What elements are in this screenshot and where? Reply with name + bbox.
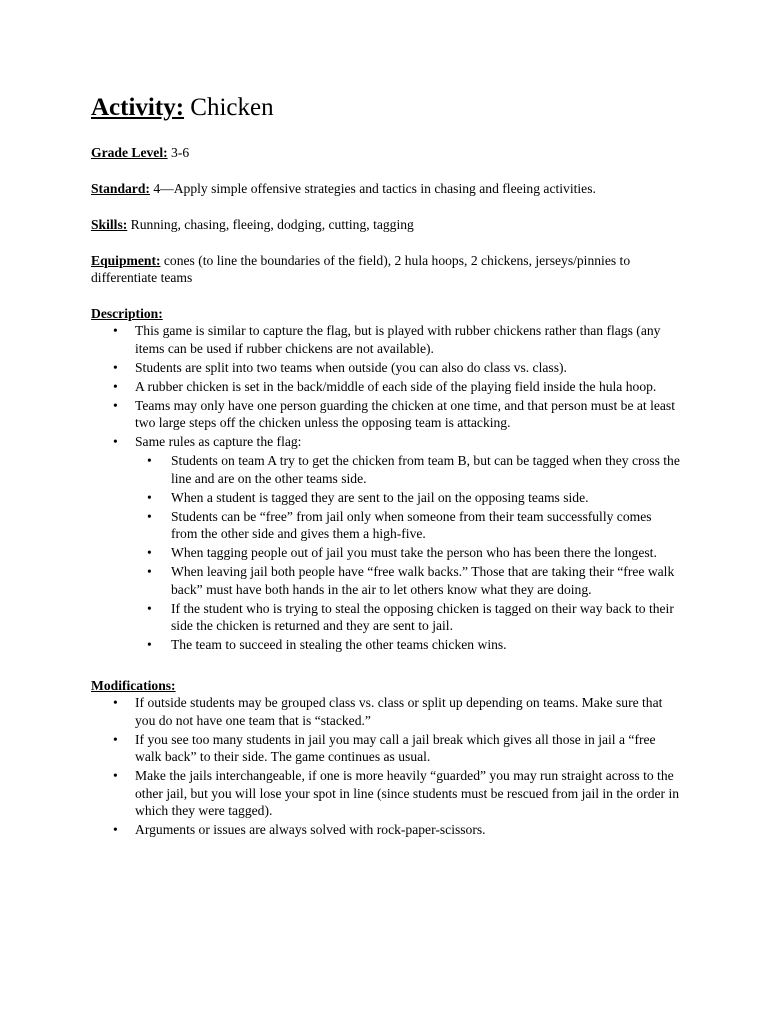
activity-value: Chicken (184, 94, 274, 121)
rule-item: • Students on team A try to get the chicken from team B, but can be tagged when they cross the line and are on the other teams side. (91, 452, 681, 487)
rule-item: • When a student is tagged they are sent to the jail on the opposing teams side. (91, 489, 681, 507)
activity-label: Activity: (91, 94, 185, 121)
equipment-label: Equipment: (91, 253, 161, 268)
description-list (91, 322, 681, 654)
modifications-heading: Modifications: (91, 678, 176, 693)
rule-item: • If the student who is trying to steal the opposing chicken is tagged on their way back to their side the chicken is returned and they are sent to jail. (91, 600, 681, 635)
standard-value: 4—Apply simple offensive strategies and tactics in chasing and fleeing activities. (149, 181, 596, 196)
rule-item: • Students can be “free” from jail only when someone from their team successfully comes from the other side and gives them a high-five. (91, 508, 681, 543)
modification-item: • If outside students may be grouped class vs. class or split up depending on teams. Make sure that you do not have one team that is “stacked.” (91, 694, 681, 729)
rule-item: • The team to succeed in stealing the other teams chicken wins. (91, 636, 681, 654)
equipment (91, 252, 681, 286)
description-item: • Teams may only have one person guarding the chicken at one time, and that person must be at least two large steps off the chicken unless the opposing team is attacking. (91, 397, 681, 432)
description-heading: Description: (91, 306, 163, 321)
skills-value: Running, chasing, fleeing, dodging, cutting, tagging (127, 217, 414, 232)
skills-label: Skills: (91, 217, 128, 232)
modifications-list (91, 694, 681, 839)
description-item-rules (91, 433, 681, 654)
rule-item: • When tagging people out of jail you must take the person who has been there the longest. (91, 544, 681, 562)
description-item: • Students are split into two teams when outside (you can also do class vs. class). (91, 359, 681, 377)
modification-item: • Make the jails interchangeable, if one is more heavily “guarded” you may run straight across to the other jail, but you will lose your spot in line (since students must be rescued from jail in the order in which they were tagged). (91, 767, 681, 820)
description-item-text: Same rules as capture the flag: (135, 434, 302, 449)
rules-sublist (135, 452, 681, 654)
activity-title (91, 92, 681, 124)
grade-level-label: Grade Level: (91, 145, 168, 160)
equipment-value: cones (to line the boundaries of the field), 2 hula hoops, 2 chickens, jerseys/pinnies to differentiate teams (91, 253, 631, 285)
standard (91, 180, 681, 197)
grade-level (91, 144, 681, 161)
section-spacer (91, 655, 681, 677)
modification-item: • If you see too many students in jail you may call a jail break which gives all those in jail a “free walk back” to their side. The game continues as usual. (91, 731, 681, 766)
standard-label: Standard: (91, 181, 150, 196)
document-body (91, 92, 681, 840)
description-item: • A rubber chicken is set in the back/middle of each side of the playing field inside the hula hoop. (91, 378, 681, 396)
grade-level-value: 3-6 (167, 145, 190, 160)
description-item: • This game is similar to capture the flag, but is played with rubber chickens rather than flags (any items can be used if rubber chickens are not available). (91, 322, 681, 357)
rule-item: • When leaving jail both people have “free walk backs.” Those that are taking their “free walk back” must have both hands in the air to let others know what they are doing. (91, 563, 681, 598)
modification-item: • Arguments or issues are always solved with rock-paper-scissors. (91, 821, 681, 839)
skills (91, 216, 681, 233)
